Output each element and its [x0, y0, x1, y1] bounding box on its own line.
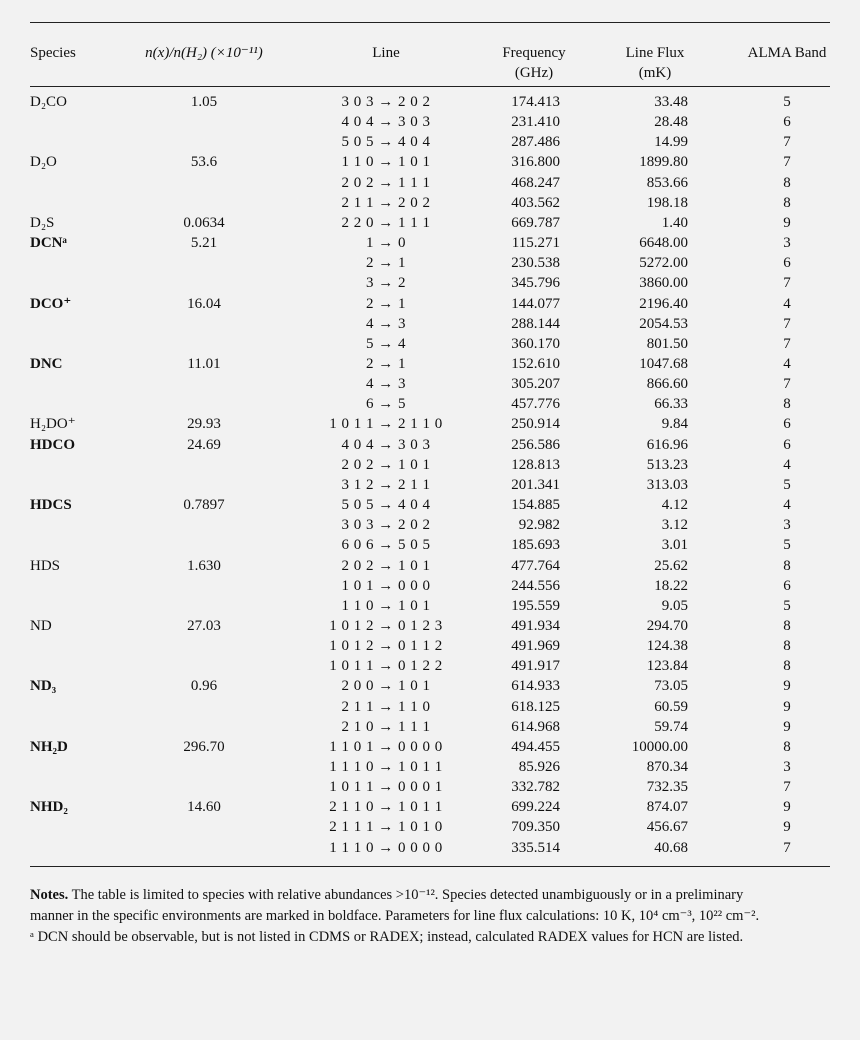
cell-line: 1 0 1 1 → 0 1 2 2: [329, 658, 443, 675]
notes-line-3: ᵃ DCN should be observable, but is not listed in CDMS or RADEX; instead, calculated RADEX values for HCN are listed.: [30, 929, 744, 945]
cell-frequency: 305.207: [511, 376, 560, 393]
cell-line-flux: 456.67: [646, 819, 688, 836]
cell-alma-band: 5: [783, 537, 791, 554]
cell-frequency: 244.556: [511, 577, 560, 594]
cell-line: 2 1 1 → 1 1 0: [341, 698, 431, 715]
cell-frequency: 403.562: [511, 194, 560, 211]
cell-line-flux: 18.22: [654, 577, 688, 594]
table-notes: [30, 885, 835, 948]
cell-frequency: 491.934: [511, 617, 560, 634]
cell-line: 1 1 0 → 1 0 1: [341, 154, 431, 171]
cell-alma-band: 5: [783, 476, 791, 493]
cell-line-flux: 801.50: [646, 335, 688, 352]
cell-abundance: 0.0634: [183, 214, 225, 231]
header-line-flux: Line Flux: [625, 45, 685, 61]
cell-line: 2 1 0 → 1 1 1: [341, 718, 431, 735]
cell-frequency: 230.538: [511, 255, 560, 272]
cell-alma-band: 9: [783, 799, 791, 816]
cell-frequency: 709.350: [511, 819, 560, 836]
cell-species: HDS: [30, 557, 61, 574]
cell-line-flux: 198.18: [646, 194, 688, 211]
cell-abundance: 0.7897: [183, 497, 225, 513]
cell-species: HDCS: [30, 497, 72, 513]
notes-line-1-text: The table is limited to species with relative abundances >10⁻¹². Species detected unambiguously or in a preliminary: [71, 887, 744, 903]
cell-line: 2 0 2 → 1 1 1: [341, 174, 431, 191]
cell-line-flux: 40.68: [654, 839, 688, 856]
cell-line: 2 0 2 → 1 0 1: [341, 456, 431, 473]
cell-line: 3 1 2 → 2 1 1: [341, 476, 431, 493]
table-header-rule: [30, 86, 830, 87]
cell-alma-band: 6: [783, 114, 791, 131]
cell-frequency: 256.586: [511, 436, 560, 453]
cell-species: H₂DO⁺: [30, 416, 76, 433]
header-line-flux-unit: (mK): [638, 65, 672, 81]
cell-alma-band: 7: [783, 134, 791, 151]
cell-frequency: 699.224: [511, 799, 560, 816]
cell-frequency: 115.271: [511, 235, 560, 251]
cell-line-flux: 124.38: [646, 638, 688, 654]
cell-frequency: 494.455: [511, 738, 560, 755]
cell-frequency: 92.982: [518, 517, 560, 534]
cell-frequency: 154.885: [511, 497, 560, 513]
cell-alma-band: 8: [783, 617, 791, 634]
cell-alma-band: 5: [783, 94, 791, 110]
cell-line: 3 0 3 → 2 0 2: [341, 94, 431, 110]
cell-frequency: 152.610: [511, 355, 560, 372]
cell-frequency: 185.693: [511, 537, 560, 554]
cell-alma-band: 8: [783, 658, 791, 675]
cell-frequency: 669.787: [511, 214, 560, 231]
cell-alma-band: 6: [783, 416, 791, 433]
cell-line-flux: 513.23: [646, 456, 688, 473]
cell-line-flux: 3.12: [661, 517, 688, 534]
cell-alma-band: 7: [783, 779, 791, 796]
cell-species: D₂O: [30, 154, 57, 171]
cell-alma-band: 4: [783, 355, 791, 372]
cell-alma-band: 9: [783, 819, 791, 836]
cell-line-flux: 5272.00: [639, 255, 688, 272]
cell-line: 2 1 1 → 2 0 2: [341, 194, 431, 211]
cell-frequency: 360.170: [511, 335, 560, 352]
cell-line: 3 → 2: [366, 275, 406, 292]
cell-abundance: 16.04: [187, 295, 221, 312]
cell-alma-band: 4: [783, 456, 791, 473]
cell-frequency: 250.914: [511, 416, 560, 433]
cell-line-flux: 294.70: [646, 617, 688, 634]
cell-line-flux: 2196.40: [639, 295, 688, 312]
cell-line: 6 → 5: [366, 396, 406, 413]
cell-alma-band: 4: [783, 295, 791, 312]
cell-line-flux: 14.99: [654, 134, 688, 151]
cell-line-flux: 123.84: [646, 658, 688, 675]
cell-species: NH₂D: [30, 738, 68, 755]
cell-species: D₂S: [30, 214, 55, 231]
cell-line: 3 0 3 → 2 0 2: [341, 517, 431, 534]
cell-line-flux: 2054.53: [639, 315, 688, 332]
cell-frequency: 201.341: [511, 476, 560, 493]
cell-alma-band: 7: [783, 275, 791, 292]
cell-alma-band: 6: [783, 436, 791, 453]
header-abundance: n(x)/n(H₂) (×10⁻¹¹): [145, 45, 263, 61]
header-line: Line: [372, 45, 400, 61]
cell-line-flux: 73.05: [654, 678, 688, 695]
cell-frequency: 316.800: [511, 154, 560, 171]
cell-line: 1 0 1 → 0 0 0: [341, 577, 431, 594]
cell-line: 2 1 1 1 → 1 0 1 0: [329, 819, 443, 836]
cell-alma-band: 6: [783, 577, 791, 594]
header-frequency: Frequency: [502, 45, 566, 61]
cell-abundance: 296.70: [183, 738, 225, 755]
cell-abundance: 53.6: [190, 154, 218, 171]
cell-frequency: 477.764: [511, 557, 560, 574]
cell-line: 2 0 2 → 1 0 1: [341, 557, 431, 574]
cell-line: 1 0 1 2 → 0 1 1 2: [329, 638, 443, 654]
notes-line-1: [30, 885, 835, 906]
cell-frequency: 195.559: [511, 597, 560, 614]
cell-alma-band: 7: [783, 154, 791, 171]
cell-species: DNC: [30, 355, 63, 372]
cell-alma-band: 5: [783, 597, 791, 614]
cell-frequency: 174.413: [511, 94, 560, 110]
cell-frequency: 332.782: [511, 779, 560, 796]
cell-abundance: 11.01: [187, 355, 221, 372]
cell-abundance: 0.96: [190, 678, 218, 695]
cell-species: HDCO: [30, 436, 75, 453]
cell-abundance: 14.60: [187, 799, 221, 816]
cell-abundance: 1.05: [190, 94, 218, 110]
cell-line: 4 → 3: [366, 315, 406, 332]
cell-alma-band: 9: [783, 698, 791, 715]
header-species: Species: [30, 45, 76, 61]
cell-alma-band: 7: [783, 376, 791, 393]
cell-species: DCNᵃ: [30, 235, 67, 251]
cell-frequency: 491.969: [511, 638, 560, 654]
cell-alma-band: 9: [783, 214, 791, 231]
table-bottom-rule: [30, 866, 830, 867]
cell-line-flux: 874.07: [646, 799, 688, 816]
cell-frequency: 128.813: [511, 456, 560, 473]
cell-line: 5 → 4: [366, 335, 406, 352]
cell-species: ND₃: [30, 678, 57, 695]
cell-alma-band: 8: [783, 396, 791, 413]
cell-frequency: 231.410: [511, 114, 560, 131]
cell-line-flux: 853.66: [646, 174, 688, 191]
cell-line-flux: 66.33: [654, 396, 688, 413]
cell-abundance: 24.69: [187, 436, 221, 453]
cell-line-flux: 1047.68: [639, 355, 688, 372]
cell-line-flux: 313.03: [646, 476, 688, 493]
cell-line-flux: 6648.00: [639, 235, 688, 251]
cell-alma-band: 8: [783, 557, 791, 574]
cell-line-flux: 1899.80: [639, 154, 688, 171]
cell-line: 2 → 1: [366, 295, 406, 312]
notes-label: Notes.: [30, 887, 69, 903]
cell-line-flux: 28.48: [654, 114, 688, 131]
cell-abundance: 27.03: [187, 617, 221, 634]
cell-frequency: 345.796: [511, 275, 560, 292]
cell-line-flux: 4.12: [661, 497, 688, 513]
cell-line-flux: 3860.00: [639, 275, 688, 292]
cell-line: 1 0 1 1 → 0 0 0 1: [329, 779, 443, 796]
cell-line-flux: 3.01: [661, 537, 688, 554]
cell-alma-band: 7: [783, 315, 791, 332]
cell-frequency: 468.247: [511, 174, 560, 191]
cell-species: DCO⁺: [30, 295, 72, 312]
header-alma-band: ALMA Band: [747, 45, 827, 61]
cell-alma-band: 8: [783, 174, 791, 191]
cell-frequency: 491.917: [511, 658, 560, 675]
cell-alma-band: 3: [783, 758, 791, 775]
cell-species: D₂CO: [30, 94, 67, 110]
cell-line-flux: 60.59: [654, 698, 688, 715]
cell-frequency: 335.514: [511, 839, 560, 856]
cell-alma-band: 9: [783, 678, 791, 695]
cell-frequency: 614.933: [511, 678, 560, 695]
cell-species: ND: [30, 617, 52, 634]
cell-abundance: 29.93: [187, 416, 221, 433]
cell-line: 2 → 1: [366, 255, 406, 272]
cell-alma-band: 7: [783, 839, 791, 856]
cell-line: 5 0 5 → 4 0 4: [341, 134, 431, 151]
cell-line: 2 → 1: [366, 355, 406, 372]
cell-abundance: 5.21: [190, 235, 218, 251]
cell-line: 2 0 0 → 1 0 1: [341, 678, 431, 695]
cell-species: NHD₂: [30, 799, 68, 816]
cell-alma-band: 4: [783, 497, 791, 513]
cell-line-flux: 9.05: [661, 597, 688, 614]
table-top-rule: [30, 22, 830, 23]
cell-line: 4 0 4 → 3 0 3: [341, 114, 431, 131]
cell-frequency: 85.926: [518, 758, 560, 775]
cell-line: 1 1 1 0 → 1 0 1 1: [329, 758, 443, 775]
cell-alma-band: 9: [783, 718, 791, 735]
cell-line-flux: 9.84: [661, 416, 688, 433]
notes-line-2: manner in the specific environments are marked in boldface. Parameters for line flux calculations: 10 K, 10⁴ cm⁻³, 10²² cm⁻².: [30, 908, 760, 924]
cell-line-flux: 870.34: [646, 758, 688, 775]
cell-line: 5 0 5 → 4 0 4: [341, 497, 431, 513]
cell-line-flux: 732.35: [646, 779, 688, 796]
cell-frequency: 457.776: [511, 396, 560, 413]
cell-line: 1 → 0: [366, 235, 406, 251]
cell-alma-band: 8: [783, 194, 791, 211]
cell-line: 1 0 1 2 → 0 1 2 3: [329, 617, 443, 634]
cell-frequency: 614.968: [511, 718, 560, 735]
cell-alma-band: 6: [783, 255, 791, 272]
cell-line: 1 0 1 1 → 2 1 1 0: [329, 416, 443, 433]
cell-line-flux: 33.48: [654, 94, 688, 110]
cell-line: 2 2 0 → 1 1 1: [341, 214, 431, 231]
cell-alma-band: 8: [783, 738, 791, 755]
cell-line-flux: 866.60: [646, 376, 688, 393]
cell-frequency: 288.144: [511, 315, 560, 332]
header-frequency-unit: (GHz): [514, 65, 554, 81]
cell-line-flux: 25.62: [654, 557, 688, 574]
cell-alma-band: 3: [783, 517, 791, 534]
cell-frequency: 618.125: [511, 698, 560, 715]
cell-alma-band: 3: [783, 235, 791, 251]
cell-line-flux: 1.40: [661, 214, 688, 231]
cell-line-flux: 59.74: [654, 718, 688, 735]
cell-line: 1 1 0 1 → 0 0 0 0: [329, 738, 443, 755]
cell-line: 4 0 4 → 3 0 3: [341, 436, 431, 453]
cell-alma-band: 8: [783, 638, 791, 654]
cell-line-flux: 10000.00: [631, 738, 688, 755]
cell-line: 4 → 3: [366, 376, 406, 393]
cell-line: 2 1 1 0 → 1 0 1 1: [329, 799, 443, 816]
cell-line: 1 1 1 0 → 0 0 0 0: [329, 839, 443, 856]
cell-line: 1 1 0 → 1 0 1: [341, 597, 431, 614]
cell-frequency: 287.486: [511, 134, 560, 151]
cell-frequency: 144.077: [511, 295, 560, 312]
cell-abundance: 1.630: [187, 557, 221, 574]
cell-line: 6 0 6 → 5 0 5: [341, 537, 431, 554]
cell-alma-band: 7: [783, 335, 791, 352]
cell-line-flux: 616.96: [646, 436, 688, 453]
